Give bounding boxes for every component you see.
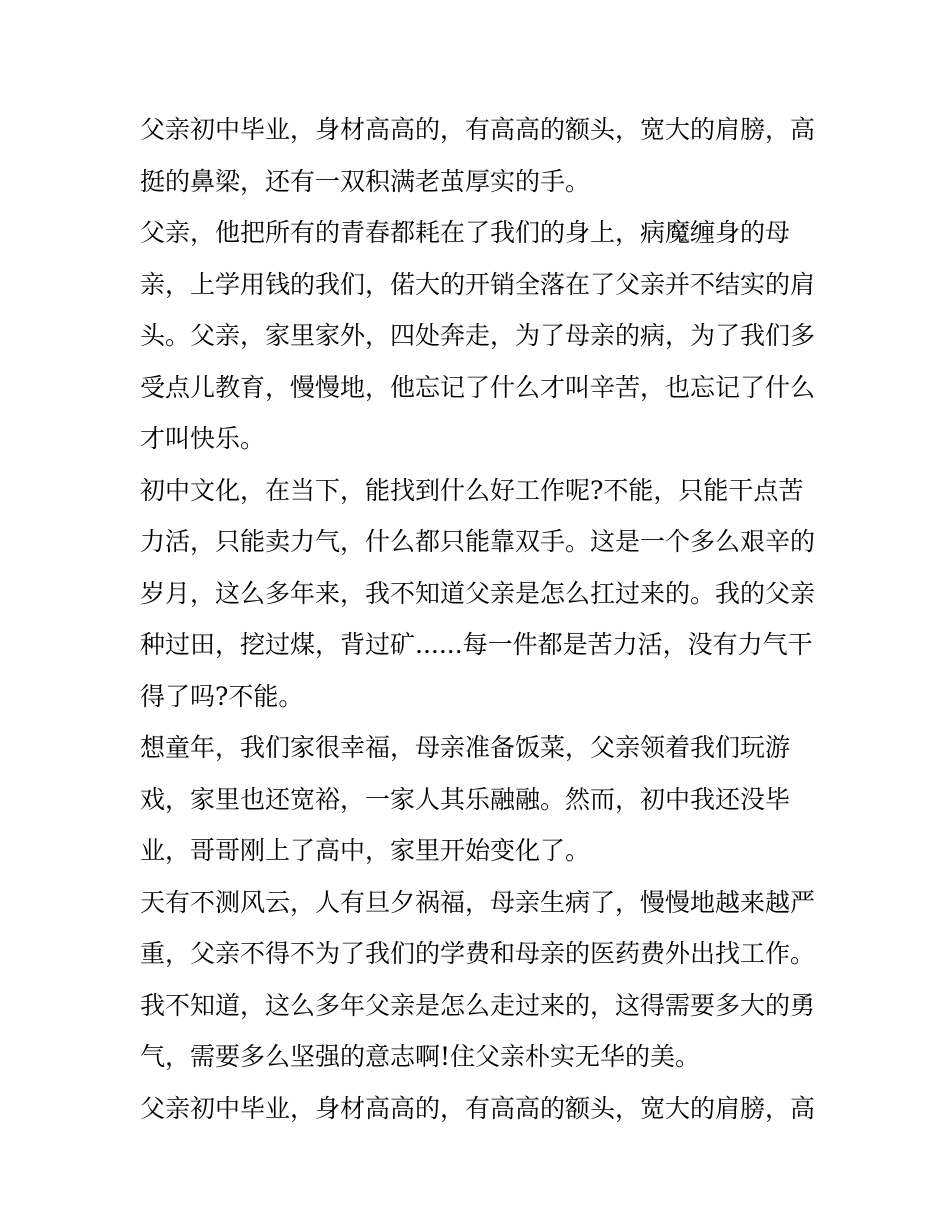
paragraph-5: 天有不测风云，人有旦夕祸福，母亲生病了，慢慢地越来越严重，父亲不得不为了我们的学费和母亲的医药费外出找工作。我不知道，这么多年父亲是怎么走过来的，这得需要多大的勇气，需要多么坚强的意志啊!住父亲朴实无华的美。 — [140, 887, 816, 1071]
paragraph-6: 父亲初中毕业，身材高高的，有高高的额头，宽大的肩膀，高 — [140, 1093, 816, 1123]
paragraph-4: 想童年，我们家很幸福，母亲准备饭菜，父亲领着我们玩游戏，家里也还宽裕，一家人其乐融融。然而，初中我还没毕业，哥哥刚上了高中，家里开始变化了。 — [140, 733, 791, 865]
document-body — [140, 104, 820, 1134]
paragraph-3: 初中文化，在当下，能找到什么好工作呢?不能，只能干点苦力活，只能卖力气，什么都只能靠双手。这是一个多么艰辛的岁月，这么多年来，我不知道父亲是怎么扛过来的。我的父亲种过田，挖过煤，背过矿......每一件都是苦力活，没有力气干得了吗?不能。 — [140, 475, 816, 711]
paragraph-2: 父亲，他把所有的青春都耗在了我们的身上，病魔缠身的母亲，上学用钱的我们，偌大的开销全落在了父亲并不结实的肩头。父亲，家里家外，四处奔走，为了母亲的病，为了我们多受点儿教育，慢慢地，他忘记了什么才叫辛苦，也忘记了什么才叫快乐。 — [140, 218, 816, 453]
paragraph-1: 父亲初中毕业，身材高高的，有高高的额头，宽大的肩膀，高挺的鼻梁，还有一双积满老茧厚实的手。 — [140, 115, 816, 196]
